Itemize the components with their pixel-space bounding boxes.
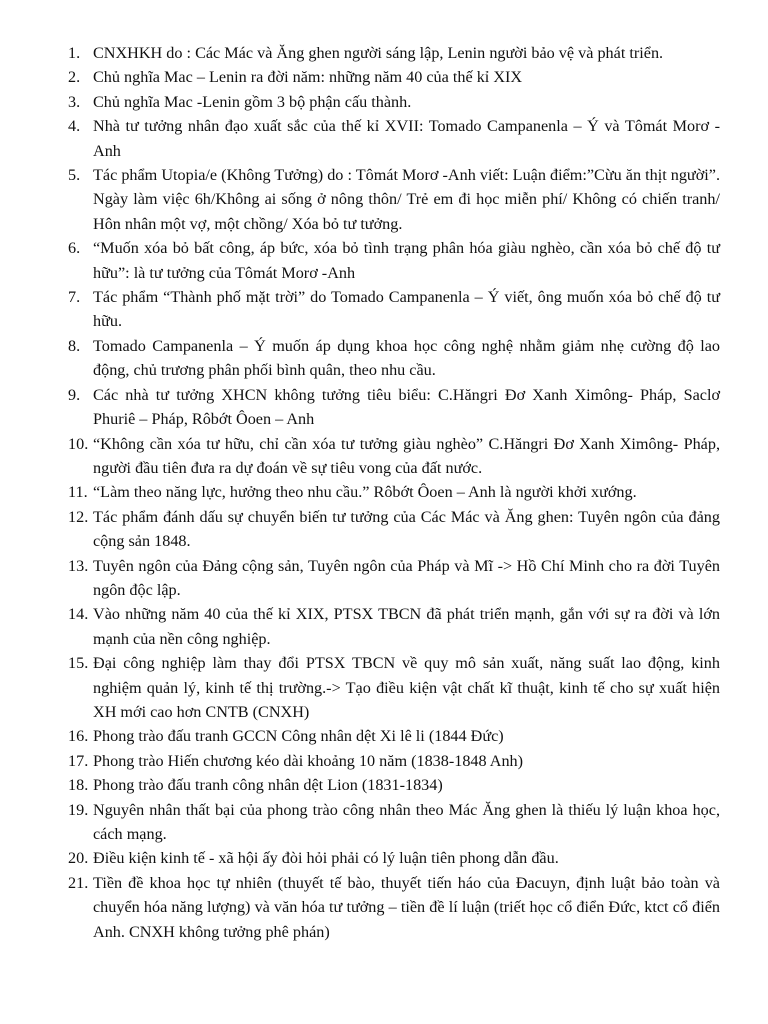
list-item [64,602,720,651]
list-item-number-label: 1. [68,44,81,62]
list-item-text: “Muốn xóa bỏ bất công, áp bức, xóa bỏ tình trạng phân hóa giàu nghèo, cần xóa bỏ chế độ tư hữu”: là tư tưởng của Tômát Morơ -Anh [93,239,720,282]
list-item-number [64,163,93,187]
list-item-number-label: 21. [68,873,89,892]
list-item [64,773,720,797]
list-item [64,65,720,89]
numbered-list [64,41,720,944]
list-item-text: Điều kiện kinh tế - xã hội ấy đòi hỏi phải có lý luận tiên phong dẫn đầu. [93,849,559,868]
list-item-number-label: 16. [68,727,89,746]
list-item [64,383,720,432]
list-item-number [64,383,93,407]
list-item-number [64,749,93,773]
list-item [64,554,720,603]
list-item-number-label: 20. [68,849,89,868]
list-item-text: Chủ nghĩa Mac -Lenin gồm 3 bộ phận cấu thành. [93,92,412,111]
list-item-number [64,90,93,114]
list-item-text: Chủ nghĩa Mac – Lenin ra đời năm: những năm 40 của thế kỉ XIX [93,68,523,87]
list-item [64,505,720,554]
list-item-number [64,480,93,504]
list-item [64,90,720,114]
list-item-number-label: 6. [68,239,81,258]
list-item-number [64,798,93,822]
list-item-number [64,236,93,260]
list-item-number-label: 9. [68,385,81,404]
list-item-number-label: 12. [68,507,89,526]
list-item-number [64,651,93,675]
list-item-number [64,505,93,529]
list-item-number-label: 8. [68,336,81,355]
list-item-number-label: 11. [68,483,88,502]
list-item-number [64,65,93,89]
list-item-text: Tác phẩm “Thành phố mặt trời” do Tomado Campanenla – Ý viết, ông muốn xóa bỏ chế độ tư hữu. [93,288,720,331]
list-item-number [64,602,93,626]
list-item [64,651,720,724]
list-item [64,724,720,748]
list-item-text: Vào những năm 40 của thế kỉ XIX, PTSX TBCN đã phát triển mạnh, gắn với sự ra đời và lớn mạnh của nền công nghiệp. [93,605,720,648]
list-item [64,236,720,285]
list-item-text: Các nhà tư tưởng XHCN không tưởng tiêu biểu: C.Hăngri Đơ Xanh Ximông- Pháp, Saclơ Phuriê – Pháp, Rôbớt Ôoen – Anh [93,385,720,429]
list-item-text: Tác phẩm đánh dấu sự chuyển biến tư tưởng của Các Mác và Ăng ghen: Tuyên ngôn của đảng cộng sản 1848. [93,507,720,551]
list-item-number-label: 18. [68,776,89,795]
list-item-number [64,334,93,358]
list-item-text: Nhà tư tưởng nhân đạo xuất sắc của thế kỉ XVII: Tomado Campanenla – Ý và Tômát Morơ - Anh [93,117,720,160]
list-item-text: Phong trào Hiến chương kéo dài khoảng 10 năm (1838-1848 Anh) [93,751,524,770]
list-item-number-label: 15. [68,654,89,673]
list-item-number-label: 10. [68,434,89,453]
list-item-text: Tác phẩm Utopia/e (Không Tưởng) do : Tômát Morơ -Anh viết: Luận điểm:”Cừu ăn thịt người”. Ngày làm việc 6h/Không ai sống ở nông thôn/ Trẻ em đi học miễn phí/ Không có chiến tranh/ Hôn nhân một vợ, một chồng/ Xóa bỏ tư tưởng. [93,166,720,233]
list-item-number-label: 19. [68,800,89,819]
list-item-number-label: 4. [68,117,81,136]
list-item-number [64,724,93,748]
list-item [64,114,720,163]
list-item-text: Tomado Campanenla – Ý muốn áp dụng khoa học công nghệ nhằm giảm nhẹ cường độ lao động, chủ trương phân phối bình quân, theo nhu cầu. [93,336,720,380]
list-item-number-label: 5. [68,166,81,185]
list-item [64,41,720,65]
list-item-number [64,41,93,65]
list-item-text: CNXHKH do : Các Mác và Ăng ghen người sáng lập, Lenin người bảo vệ và phát triển. [93,44,664,62]
list-item-number [64,285,93,309]
list-item-number [64,846,93,870]
list-item [64,871,720,944]
list-item [64,163,720,236]
list-item-number-label: 13. [68,556,89,575]
list-item-number [64,432,93,456]
list-item-text: Đại công nghiệp làm thay đổi PTSX TBCN về quy mô sản xuất, năng suất lao động, kinh nghiệm quản lý, kinh tế thị trường.-> Tạo điều kiện vật chất kĩ thuật, kinh tế cho sự xuất hiện XH mới cao hơn CNTB (CNXH) [93,654,720,721]
list-item-text: Tiền đề khoa học tự nhiên (thuyết tế bào, thuyết tiến háo của Đacuyn, định luật bảo toàn và chuyển hóa năng lượng) và văn hóa tư tưởng – tiền đề lí luận (triết học cổ điển Đức, ktct cổ điển Anh. CNXH không tưởng phê phán) [93,873,720,941]
list-item-text: Phong trào đấu tranh công nhân dệt Lion (1831-1834) [93,776,443,795]
list-item-number [64,871,93,895]
list-item-text: “Làm theo năng lực, hưởng theo nhu cầu.” Rôbớt Ôoen – Anh là người khởi xướng. [93,483,637,502]
list-item-number-label: 2. [68,68,81,87]
list-item-text: “Không cần xóa tư hữu, chỉ cần xóa tư tưởng giàu nghèo” C.Hăngri Đơ Xanh Ximông- Pháp, người đầu tiên đưa ra dự đoán về sự tiêu vong của đất nước. [93,434,720,477]
list-item [64,480,720,504]
list-item-text: Nguyên nhân thất bại của phong trào công nhân theo Mác Ăng ghen là thiếu lý luận khoa học, cách mạng. [93,800,720,843]
list-item [64,432,720,481]
list-item-text: Tuyên ngôn của Đảng cộng sản, Tuyên ngôn của Pháp và Mĩ -> Hồ Chí Minh cho ra đời Tuyên ngôn độc lập. [93,556,720,599]
list-item-number-label: 17. [68,751,89,770]
list-item-text: Phong trào đấu tranh GCCN Công nhân dệt Xi lê li (1844 Đức) [93,727,504,746]
list-item-number [64,773,93,797]
list-item-number-label: 3. [68,92,81,111]
list-item [64,334,720,383]
list-item [64,285,720,334]
list-item [64,798,720,847]
list-item-number-label: 7. [68,288,81,307]
list-item-number-label: 14. [68,605,89,624]
list-item-number [64,114,93,138]
list-item-number [64,554,93,578]
list-item [64,749,720,773]
list-item [64,846,720,870]
